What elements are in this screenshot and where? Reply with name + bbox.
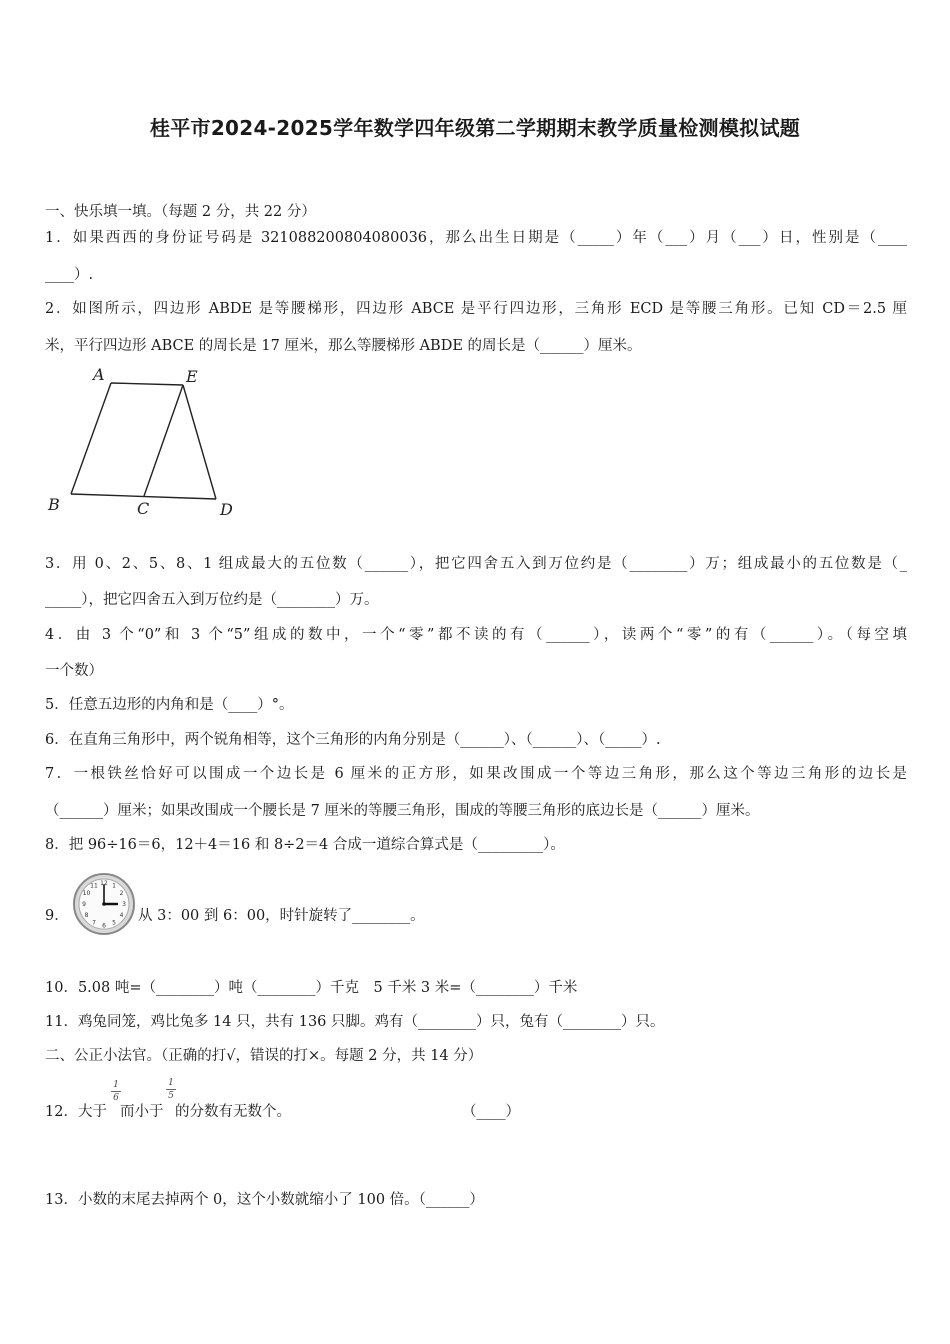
question-10-line-1: 10．5.08 吨=（________）吨（________）千克 5 千米 3 米=（________）千米: [45, 980, 578, 996]
label-d: D: [220, 500, 233, 519]
svg-text:8: 8: [84, 912, 89, 919]
label-c: C: [137, 499, 150, 518]
svg-text:12: 12: [100, 880, 108, 887]
question-12-part-1: 12．大于: [45, 1104, 107, 1120]
question-7-line-1: 7．一根铁丝恰好可以围成一个边长是 6 厘米的正方形，如果改围成一个等边三角形，那么这个等边三角形的边长是: [45, 766, 907, 782]
question-11-line-1: 11．鸡兔同笼，鸡比兔多 14 只，共有 136 只脚。鸡有（________）只，兔有（________）只。: [45, 1014, 665, 1030]
question-7-line-2: （______）厘米；如果改围成一个腰长是 7 厘米的等腰三角形，围成的等腰三角形的底边长是（______）厘米。: [45, 803, 760, 819]
trapezoid-abde-figure: [40, 362, 250, 524]
section-2-heading: 二、公正小法官。（正确的打√，错误的打×。每题 2 分，共 14 分）: [45, 1048, 483, 1064]
question-9-text: 从 3：00 到 6：00，时针旋转了________。: [138, 908, 425, 924]
question-12-part-3: 的分数有无数个。: [175, 1104, 291, 1120]
label-e: E: [186, 367, 198, 386]
fraction-one-sixth: 1 6: [111, 1080, 121, 1103]
question-4-line-2: 一个数）: [45, 663, 103, 679]
svg-text:10: 10: [82, 890, 91, 897]
question-5-line-1: 5．任意五边形的内角和是（____）°。: [45, 697, 294, 713]
svg-text:3: 3: [122, 901, 126, 908]
svg-text:7: 7: [92, 919, 96, 927]
question-3-line-1: 3．用 0、2、5、8、1 组成最大的五位数（______），把它四舍五入到万位约是（________）万；组成最小的五位数是（_: [45, 556, 907, 572]
fraction-one-fifth: 1 5: [166, 1078, 176, 1101]
segment-ae: [111, 383, 183, 385]
svg-text:11: 11: [90, 882, 98, 890]
question-3-line-2: _____），把它四舍五入到万位约是（________）万。: [45, 592, 379, 608]
section-1-heading: 一、快乐填一填。（每题 2 分，共 22 分）: [45, 204, 316, 220]
question-12-answer: （____）: [462, 1104, 520, 1120]
question-1-line-1: 1．如果西西的身份证号码是 321088200804080036，那么出生日期是（_____）年（___）月（___）日，性别是（____: [45, 230, 907, 246]
svg-text:1: 1: [112, 882, 116, 890]
question-8-line-1: 8．把 96÷16＝6，12＋4＝16 和 8÷2＝4 合成一道综合算式是（_________）。: [45, 837, 565, 853]
question-2-line-2: 米，平行四边形 ABCE 的周长是 17 厘米，那么等腰梯形 ABDE 的周长是（______）厘米。: [45, 338, 642, 354]
question-6-line-1: 6．在直角三角形中，两个锐角相等，这个三角形的内角分别是（______）、（______）、（_____）.: [45, 732, 661, 748]
svg-text:9: 9: [82, 901, 86, 908]
page-title: 桂平市2024-2025学年数学四年级第二学期期末教学质量检测模拟试题: [149, 116, 801, 140]
label-a: A: [93, 365, 105, 384]
svg-text:5: 5: [112, 919, 116, 927]
question-9-number: 9．: [45, 908, 69, 924]
question-13-line-1: 13．小数的末尾去掉两个 0，这个小数就缩小了 100 倍。（______）: [45, 1192, 484, 1208]
svg-text:4: 4: [119, 912, 124, 919]
clock-icon: [72, 872, 136, 936]
question-2-line-1: 2．如图所示，四边形 ABDE 是等腰梯形，四边形 ABCE 是平行四边形，三角形 ECD 是等腰三角形。已知 CD＝2.5 厘: [45, 301, 907, 317]
svg-text:6: 6: [102, 922, 106, 930]
question-1-line-2: ____）.: [45, 267, 94, 283]
segment-ab: [71, 383, 111, 494]
segment-ec: [144, 385, 183, 496]
svg-text:2: 2: [119, 890, 124, 897]
segment-ed: [183, 385, 216, 499]
question-12-part-2: 而小于: [120, 1104, 164, 1120]
question-4-line-1: 4．由 3 个“0”和 3 个“5”组成的数中，一个“零”都不读的有（______），读两个“零”的有（______）。（每空填: [45, 627, 907, 643]
label-b: B: [48, 495, 60, 514]
